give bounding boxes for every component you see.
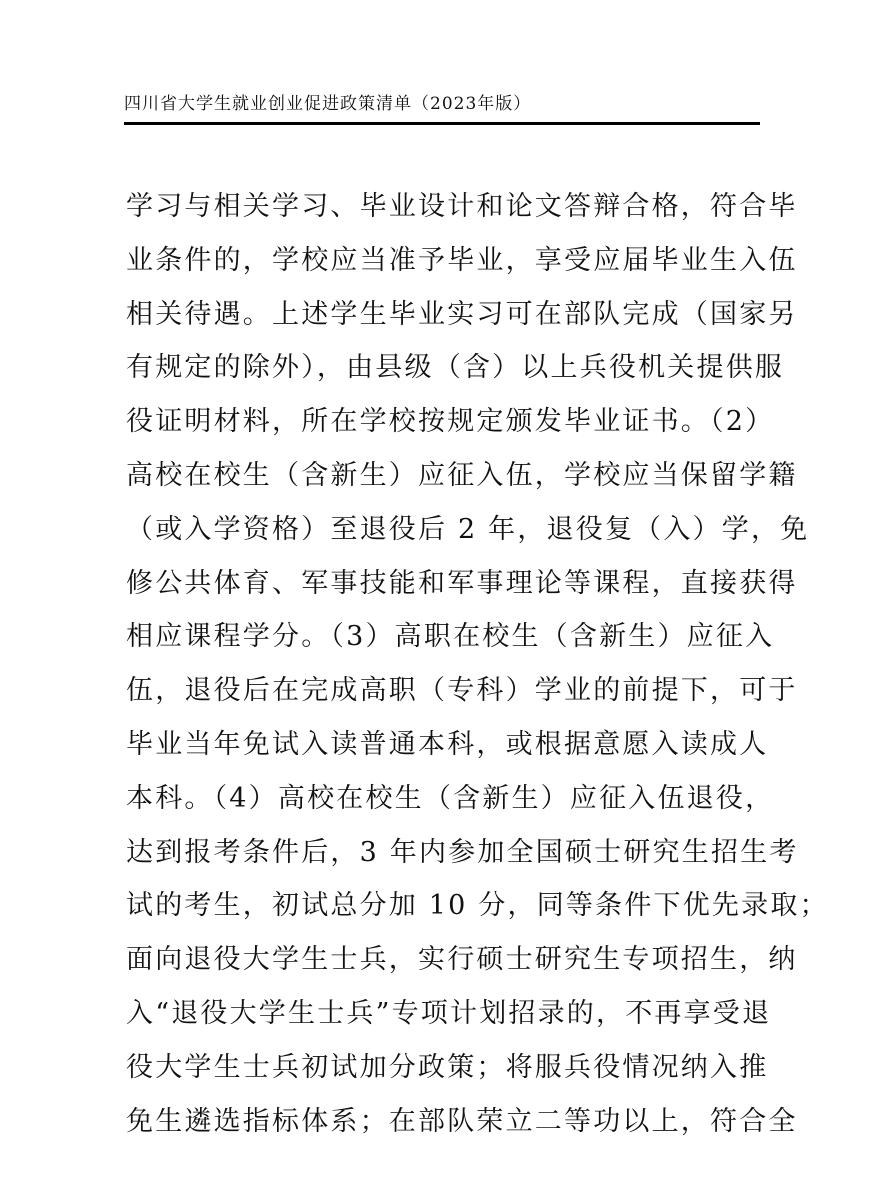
text-line: 面向退役大学生士兵，实行硕士研究生专项招生，纳 <box>126 944 798 976</box>
text-line: 伍，退役后在完成高职（专科）学业的前提下，可于 <box>126 675 798 707</box>
text-line: 相应课程学分。（3）高职在校生（含新生）应征入 <box>126 621 775 653</box>
header-rule <box>124 122 760 125</box>
text-line: 试的考生，初试总分加 10 分，同等条件下优先录取； <box>126 890 829 922</box>
text-line: 有规定的除外），由县级（含）以上兵役机关提供服 <box>126 352 785 384</box>
text-line: 毕业当年免试入读普通本科，或根据意愿入读成人 <box>126 728 769 760</box>
text-line: 学习与相关学习、毕业设计和论文答辩合格，符合毕 <box>126 191 798 222</box>
text-line: 达到报考条件后，3 年内参加全国硕士研究生招生考 <box>126 836 799 868</box>
text-line: 役证明材料，所在学校按规定颁发毕业证书。（2） <box>126 406 775 438</box>
text-line: 业条件的，学校应当准予毕业，享受应届毕业生入伍 <box>126 244 798 276</box>
text-line: 免生遴选指标体系；在部队荣立二等功以上，符合全 <box>126 1105 798 1137</box>
text-line: 修公共体育、军事技能和军事理论等课程，直接获得 <box>126 567 798 599</box>
text-line: （或入学资格）至退役后 2 年，退役复（入）学，免 <box>126 513 810 545</box>
text-line: 高校在校生（含新生）应征入伍，学校应当保留学籍 <box>126 459 798 491</box>
text-line: 入“退役大学生士兵”专项计划招录的，不再享受退 <box>126 997 772 1029</box>
running-header: 四川省大学生就业创业促进政策清单（2023年版） <box>124 94 532 114</box>
text-line: 相关待遇。上述学生毕业实习可在部队完成（国家另 <box>126 298 798 330</box>
body-paragraph <box>126 180 829 1148</box>
text-line: 本科。（4）高校在校生（含新生）应征入伍退役， <box>126 782 775 814</box>
text-line: 役大学生士兵初试加分政策；将服兵役情况纳入推 <box>126 1051 769 1083</box>
